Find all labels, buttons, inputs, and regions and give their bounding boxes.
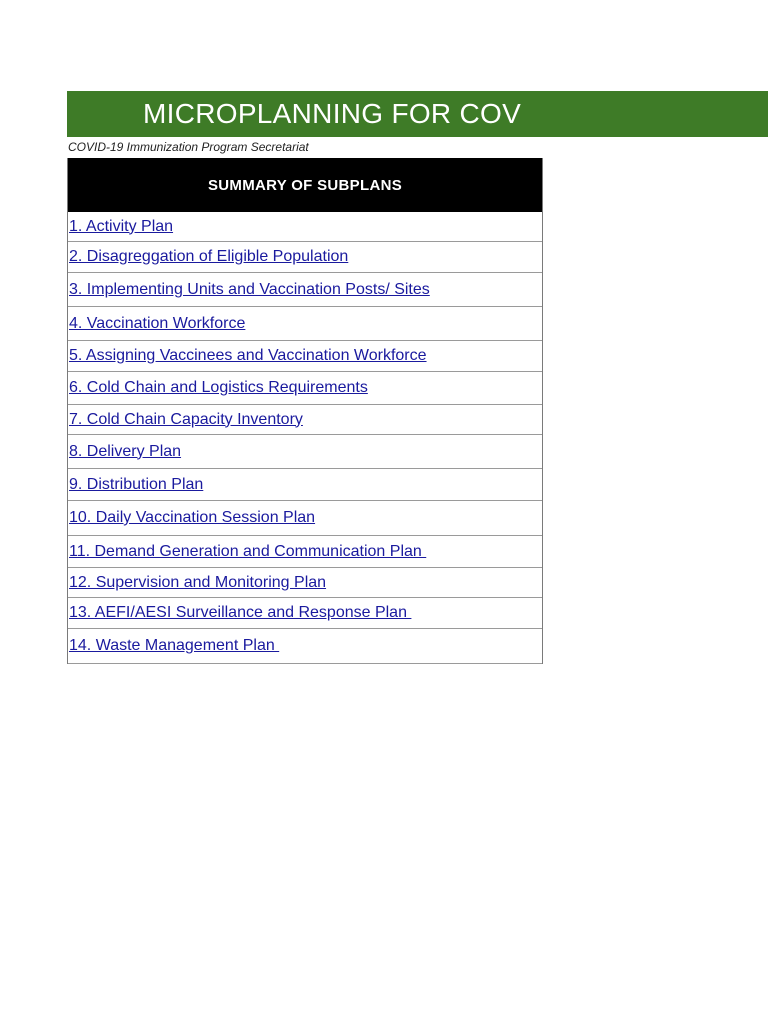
page-title: MICROPLANNING FOR COV xyxy=(143,98,522,129)
subplan-link-assigning[interactable]: 5. Assigning Vaccinees and Vaccination Workforce xyxy=(69,347,427,364)
subplan-link-demand-generation[interactable]: 11. Demand Generation and Communication Plan xyxy=(69,542,427,560)
subplan-link-waste-management[interactable]: 14. Waste Management Plan xyxy=(69,637,280,654)
table-row xyxy=(68,242,542,273)
title-banner-background xyxy=(67,91,768,137)
table-row xyxy=(68,501,542,536)
table-row xyxy=(68,435,542,469)
table-row xyxy=(68,341,542,372)
subplan-link-cold-chain-inventory[interactable]: 7. Cold Chain Capacity Inventory xyxy=(69,410,303,428)
subplan-link-aefi[interactable]: 13. AEFI/AESI Surveillance and Response Plan xyxy=(69,604,412,621)
subplan-link-cold-chain-logistics[interactable]: 6. Cold Chain and Logistics Requirements xyxy=(69,379,368,396)
subplan-link-workforce[interactable]: 4. Vaccination Workforce xyxy=(69,314,246,332)
subplan-link-delivery[interactable]: 8. Delivery Plan xyxy=(69,442,182,460)
subplans-table xyxy=(67,158,543,664)
subplan-link-implementing-units[interactable]: 3. Implementing Units and Vaccination Posts/ Sites xyxy=(69,280,430,298)
table-header: SUMMARY OF SUBPLANS xyxy=(68,158,542,212)
table-row xyxy=(68,536,542,568)
subplan-link-daily-session[interactable]: 10. Daily Vaccination Session Plan xyxy=(69,509,316,526)
subplan-link-supervision[interactable]: 12. Supervision and Monitoring Plan xyxy=(69,573,327,591)
table-row xyxy=(68,405,542,435)
subplan-link-disaggregation[interactable]: 2. Disagreggation of Eligible Population xyxy=(69,248,349,265)
table-row xyxy=(68,598,542,629)
title-banner xyxy=(67,91,768,137)
table-row xyxy=(68,629,542,664)
table-row xyxy=(68,568,542,598)
subplan-link-activity[interactable]: 1. Activity Plan xyxy=(69,217,174,235)
subtitle: COVID-19 Immunization Program Secretariat xyxy=(68,140,309,154)
table-row xyxy=(68,372,542,405)
table-row xyxy=(68,273,542,307)
table-row xyxy=(68,469,542,501)
table-row xyxy=(68,307,542,341)
subplan-link-distribution[interactable]: 9. Distribution Plan xyxy=(69,475,204,493)
table-row xyxy=(68,212,542,242)
